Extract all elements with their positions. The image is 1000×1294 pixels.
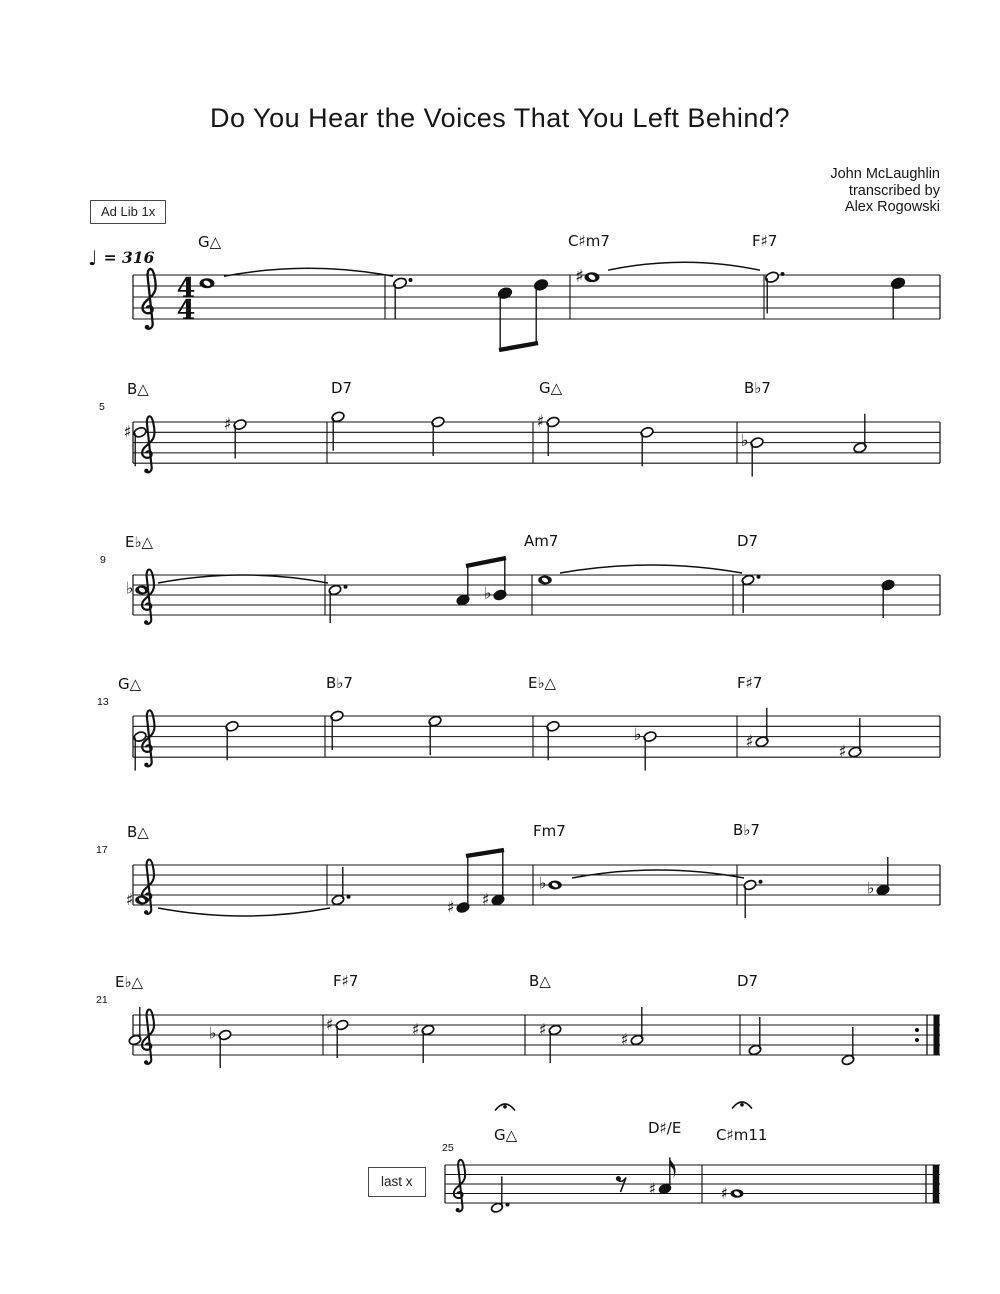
system-6 — [96, 972, 940, 1068]
note-whole — [126, 890, 149, 909]
note-half — [741, 431, 765, 476]
sharp-icon: ♯ — [446, 897, 455, 917]
note-half — [634, 725, 658, 770]
sharp-icon: ♯ — [745, 731, 754, 751]
note-half — [428, 715, 442, 755]
chord-symbol: D♯/E — [648, 1119, 682, 1137]
note-half — [841, 1027, 855, 1066]
last-time-direction-box: last x — [368, 1167, 426, 1197]
flat-icon: ♭ — [208, 1023, 217, 1043]
treble-clef-icon — [454, 1160, 465, 1212]
fermata-icon — [733, 1102, 752, 1108]
note-whole — [575, 266, 599, 287]
chord-symbol: F♯7 — [737, 674, 763, 692]
quarter-note-icon: ♩ — [88, 246, 98, 270]
treble-clef-icon — [142, 860, 154, 915]
sharp-icon: ♯ — [720, 1184, 729, 1203]
note-whole — [200, 278, 215, 288]
system-5 — [96, 821, 940, 918]
treble-clef-icon — [142, 1010, 154, 1065]
score-text: 4 — [176, 273, 196, 304]
note-dotted-half — [741, 574, 760, 613]
score-text: 4 — [176, 295, 196, 326]
system-2 — [99, 379, 940, 477]
treble-clef-icon — [142, 416, 154, 473]
note-half — [539, 1020, 562, 1063]
sharp-icon: ♯ — [648, 1179, 657, 1198]
chord-symbol: D7 — [331, 379, 353, 397]
sharp-icon: ♯ — [125, 890, 134, 909]
tie — [608, 262, 760, 270]
tie — [572, 870, 744, 878]
note-eighth — [497, 287, 512, 350]
chord-symbol: G△ — [198, 233, 222, 251]
chord-symbol: B△ — [127, 823, 149, 841]
measure-number: 17 — [96, 844, 108, 856]
chord-symbol: B♭7 — [326, 674, 353, 692]
note-half — [546, 720, 560, 760]
sharp-icon: ♯ — [620, 1030, 629, 1049]
note-eighth — [456, 566, 470, 606]
ad-lib-direction-box: Ad Lib 1x — [90, 200, 166, 224]
flat-icon: ♭ — [538, 873, 547, 893]
treble-clef-icon — [142, 570, 154, 625]
chord-symbol: E♭△ — [528, 674, 557, 692]
note-half — [838, 718, 862, 761]
chord-symbol: E♭△ — [115, 973, 144, 991]
transcription-credit-label: transcribed by — [848, 182, 940, 199]
note-dotted-half — [328, 584, 347, 623]
flat-icon: ♭ — [483, 583, 492, 603]
fermata-icon — [496, 1104, 515, 1110]
note-dotted-half — [331, 867, 350, 906]
tempo-value: = 316 — [103, 248, 155, 267]
chord-symbol: B△ — [529, 972, 551, 990]
chord-symbol: E♭△ — [125, 533, 154, 551]
note-eighth — [649, 1157, 676, 1197]
measure-number: 13 — [97, 696, 109, 708]
note-quarter — [890, 277, 905, 320]
note-half — [621, 1007, 644, 1049]
note-half — [209, 1024, 232, 1069]
note-whole — [721, 1185, 744, 1203]
measure-number: 9 — [100, 554, 106, 566]
chord-symbol: B♭7 — [733, 821, 760, 839]
note-half — [640, 426, 654, 466]
transcriber: Alex Rogowski — [844, 199, 940, 215]
chord-symbol: D7 — [737, 972, 759, 990]
chord-symbol: G△ — [539, 379, 563, 397]
tie — [158, 575, 328, 583]
sharp-icon: ♯ — [481, 890, 490, 909]
note-half — [128, 1007, 142, 1046]
flat-icon: ♭ — [740, 431, 749, 451]
note-half — [331, 411, 345, 451]
note-half — [223, 415, 247, 459]
sharp-icon: ♯ — [538, 1020, 547, 1039]
composer: John McLaughlin — [830, 166, 940, 182]
note-half — [123, 422, 147, 466]
note-quarter — [881, 579, 895, 618]
measure-number: 21 — [96, 994, 108, 1006]
sharp-icon: ♯ — [325, 1015, 334, 1034]
note-dotted-half — [764, 271, 784, 314]
sharp-icon: ♯ — [123, 422, 132, 442]
note-half — [748, 1017, 762, 1056]
flat-icon: ♭ — [866, 878, 875, 898]
note-quarter — [867, 857, 890, 898]
sharp-icon: ♯ — [411, 1020, 420, 1039]
sharp-icon: ♯ — [223, 414, 232, 434]
tie — [560, 565, 742, 573]
flat-icon: ♭ — [633, 725, 642, 745]
note-half — [853, 414, 867, 454]
note-half — [431, 416, 445, 456]
treble-clef-icon — [143, 269, 156, 330]
chord-symbol: Fm7 — [533, 822, 566, 840]
note-dotted-half — [490, 1176, 509, 1213]
measure-number: 5 — [99, 401, 105, 413]
note-half — [745, 708, 769, 751]
song-title: Do You Hear the Voices That You Left Behind? — [210, 103, 790, 133]
note-eighth — [482, 850, 505, 909]
tie — [158, 908, 330, 916]
chord-symbol: B△ — [127, 380, 149, 398]
note-eighth — [533, 278, 548, 343]
sharp-icon: ♯ — [838, 742, 847, 762]
note-dotted-half — [392, 277, 412, 320]
system-4 — [97, 674, 940, 771]
chord-symbol: C♯m11 — [716, 1126, 768, 1144]
chord-symbol: C♯m7 — [568, 232, 610, 250]
system-7 — [442, 1102, 940, 1213]
chord-symbol: G△ — [118, 675, 142, 693]
measure-number: 25 — [442, 1142, 454, 1154]
chord-symbol: Am7 — [524, 532, 559, 550]
chord-symbol: F♯7 — [333, 972, 359, 990]
chord-symbol: F♯7 — [752, 232, 778, 250]
chord-symbol: D7 — [737, 532, 759, 550]
sharp-icon: ♯ — [536, 412, 545, 431]
chord-symbol: G△ — [494, 1126, 518, 1144]
chord-symbol: B♭7 — [744, 379, 771, 397]
note-half — [326, 1015, 349, 1058]
note-half — [412, 1020, 435, 1063]
note-eighth — [484, 558, 507, 602]
note-half — [330, 710, 344, 750]
sharp-icon: ♯ — [575, 266, 584, 288]
system-1 — [133, 232, 940, 350]
system-3 — [100, 532, 940, 625]
flat-icon: ♭ — [125, 578, 134, 598]
note-whole — [538, 576, 552, 585]
note-half — [536, 412, 560, 456]
note-half — [225, 720, 239, 760]
note-whole — [539, 874, 562, 893]
